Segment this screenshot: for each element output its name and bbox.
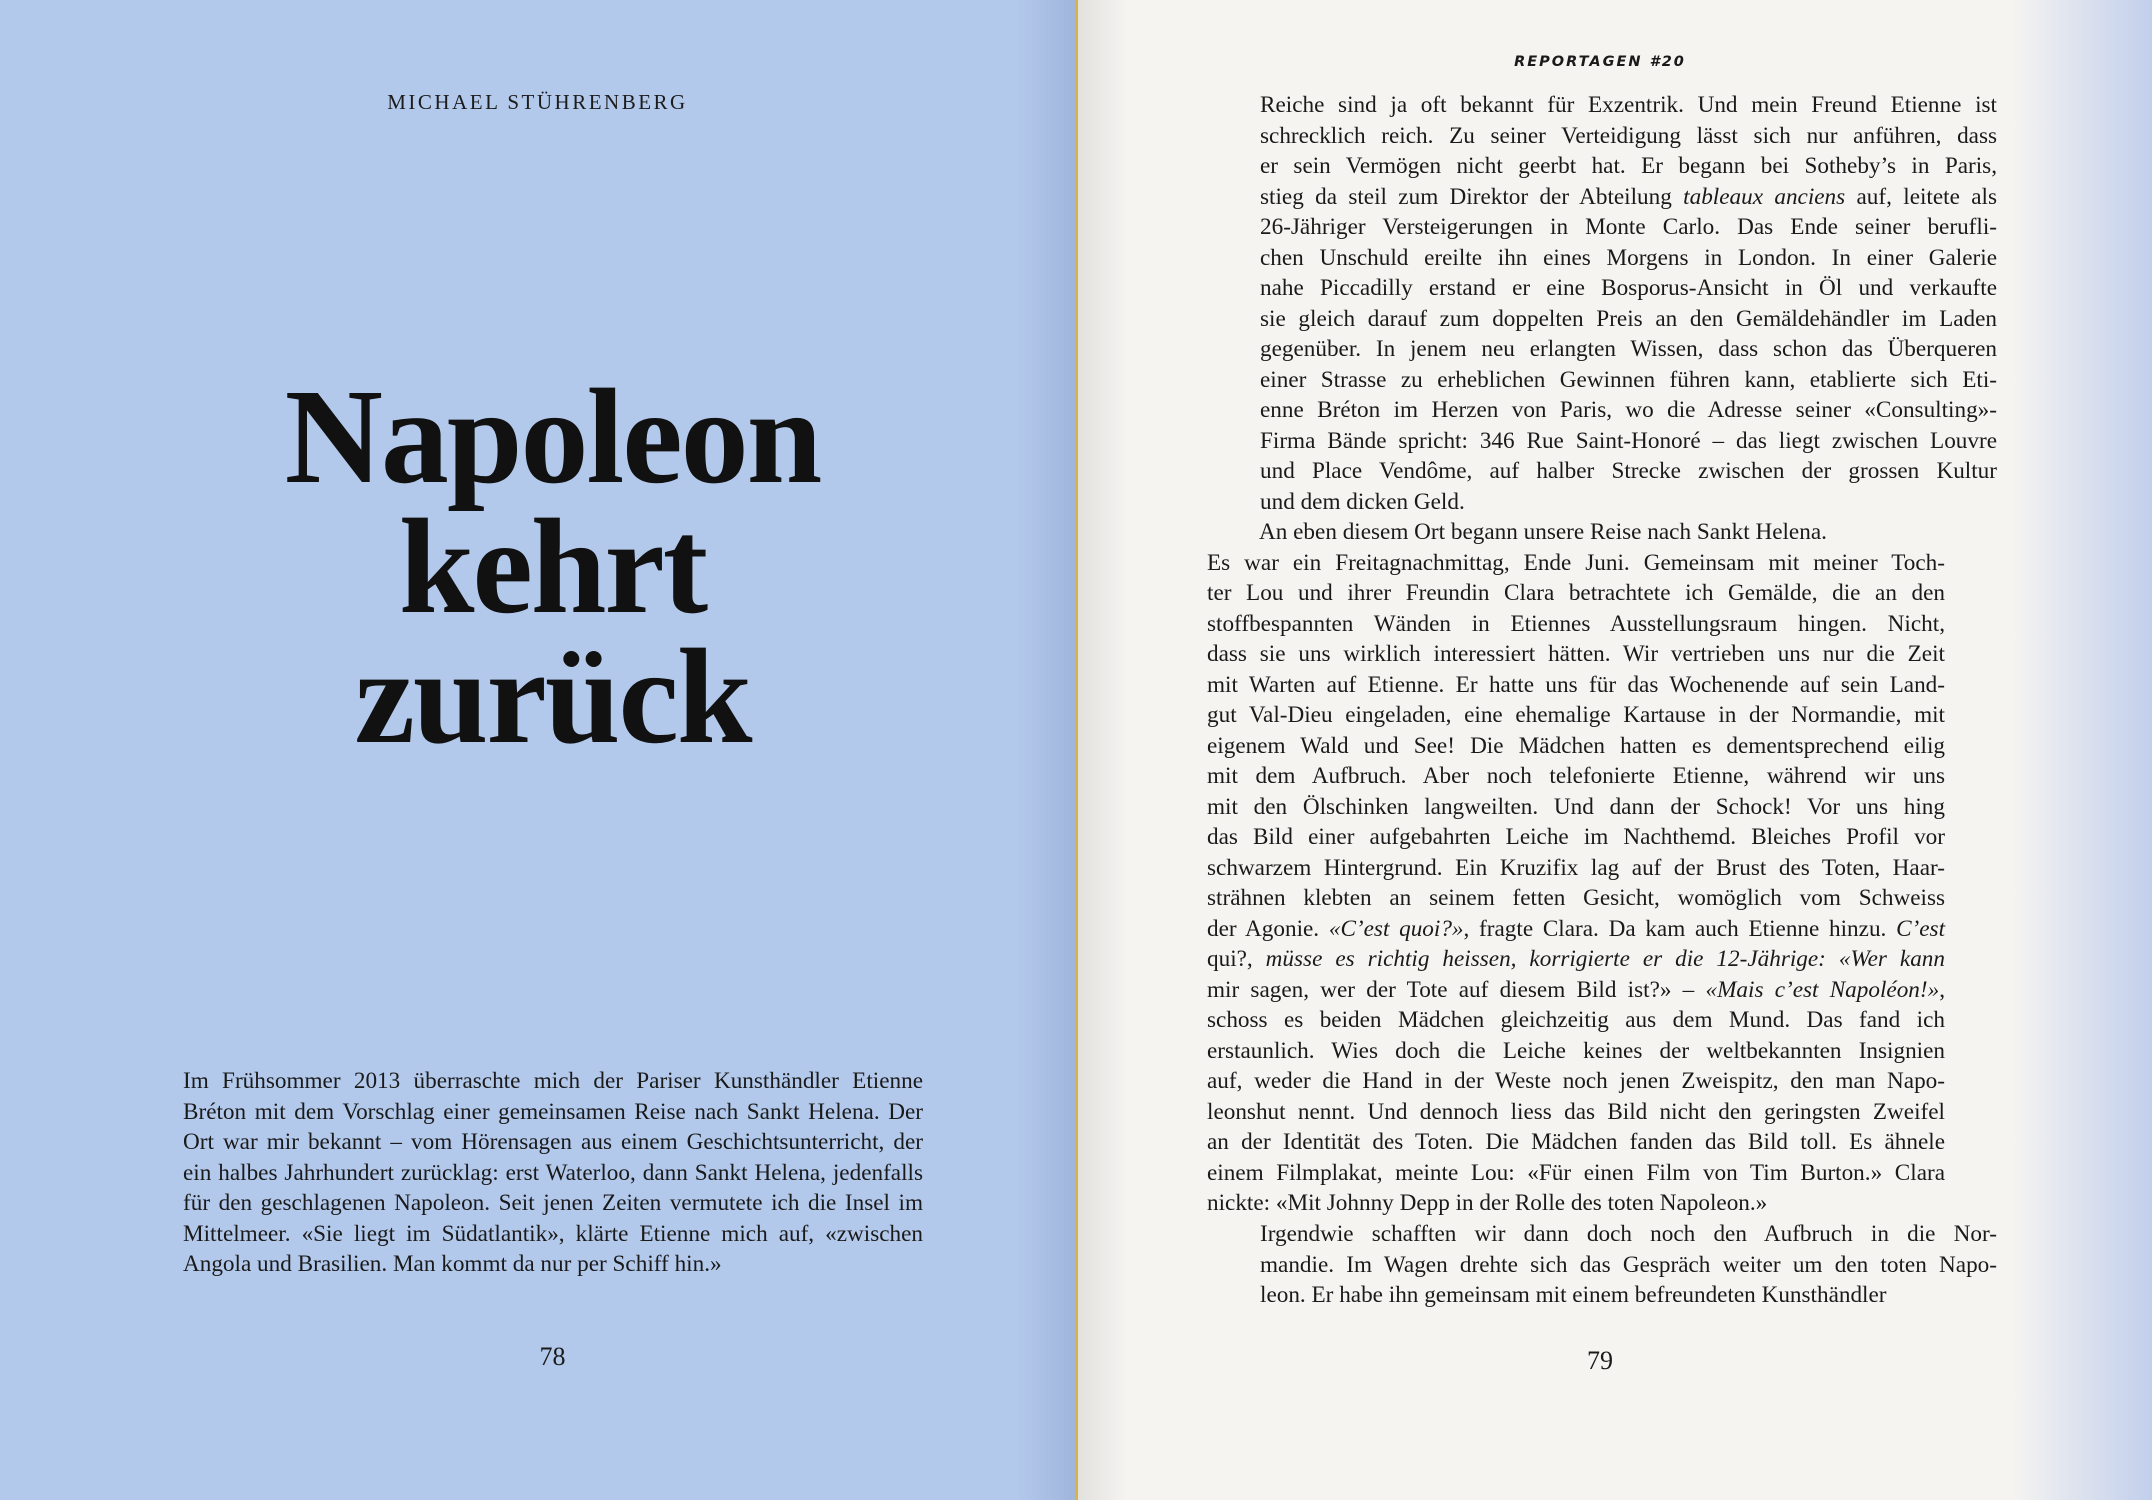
text-segment: der Agonie. <box>1207 915 1329 942</box>
text-line: leonshut nennt. Und dennoch liess das Bild nicht den geringsten Zweifel <box>1207 1098 1945 1125</box>
text-segment: müsse es richtig heissen, korrigierte er die 12-Jährige: «Wer kann <box>1252 946 1945 972</box>
text-line: erstaunlich. Wies doch die Leiche keines der weltbekannten Insignien <box>1207 1037 1945 1064</box>
text-line: mandie. Im Wagen drehte sich das Gespräch weiter um den toten Napo- <box>1260 1251 1997 1278</box>
text-segment: stieg da steil zum Direktor der Abteilung <box>1260 183 1684 210</box>
text-segment: «Mais c’est Napoléon!» <box>1705 976 1940 1003</box>
right-page-edge-tint <box>2012 0 2152 1500</box>
text-line: stoffbespannten Wänden in Etiennes Ausstellungsraum hingen. Nicht, <box>1207 610 1945 637</box>
left-page <box>0 0 1075 1500</box>
page-number-left: 78 <box>539 1342 566 1371</box>
article-title <box>0 362 1075 772</box>
text-line: Firma Bände spricht: 346 Rue Saint-Honoré – das liegt zwischen Louvre <box>1260 427 1997 454</box>
text-line <box>1207 975 1945 1006</box>
running-head: REPORTAGEN #20 <box>1514 54 1686 70</box>
right-page-gutter-shadow <box>1078 0 1128 1500</box>
text-line: 26-Jähriger Versteigerungen in Monte Carlo. Das Ende seiner berufli- <box>1260 214 1997 240</box>
right-page <box>1078 0 2152 1500</box>
text-line: einer Strasse zu erheblichen Gewinnen führen kann, etablierte sich Eti- <box>1260 366 1997 393</box>
text-segment: auf, leitete als <box>1845 183 1997 210</box>
intro-paragraph: Im Frühsommer 2013 überraschte mich der Pariser Kunsthändler Etienne Bréton mit dem Vorschlag einer gemeinsamen Reise nach Sankt Helena. Der Ort war mir bekannt – vom Hörensagen aus einem Geschichtsunterricht, der ein halbes Jahrhundert zurücklag: erst Waterloo, dann Sankt Helena, jedenfalls für den geschlagenen Napoleon. Seit jenen Zeiten vermutete ich die Insel im Mittelmeer. «Sie liegt im Südatlantik», klärte Etienne mich auf, «zwischen Angola und Brasilien. Man kommt da nur per Schiff hin.» <box>183 1068 923 1277</box>
text-segment: , fragte Clara. Da kam auch Etienne hinzu. <box>1463 915 1897 942</box>
text-line: dass sie uns wirklich interessiert hätten. Wir vertrieben uns nur die Zeit <box>1207 641 1945 667</box>
text-line: er sein Vermögen nicht geerbt hat. Er begann bei Sotheby’s in Paris, <box>1260 153 1997 179</box>
text-line: gut Val-Dieu eingeladen, eine ehemalige Kartause in der Normandie, mit <box>1207 702 1945 728</box>
text-line: Es war ein Freitagnachmittag, Ende Juni. Gemeinsam mit meiner Toch- <box>1207 549 1945 576</box>
text-line: mit dem Aufbruch. Aber noch telefonierte Etienne, während wir uns <box>1207 763 1945 789</box>
text-line: mit den Ölschinken langweilten. Und dann der Schock! Vor uns hing <box>1207 793 1945 820</box>
title-line: Napoleon <box>284 362 821 512</box>
author-name: MICHAEL STÜHRENBERG <box>387 90 688 114</box>
text-line: schwarzem Hintergrund. Ein Kruzifix lag auf der Brust des Toten, Haar- <box>1207 854 1945 881</box>
text-line: einem Filmplakat, meinte Lou: «Für einen Film von Tim Burton.» Clara <box>1207 1159 1945 1186</box>
text-line: nickte: «Mit Johnny Depp in der Rolle des toten Napoleon.» <box>1207 1190 1768 1216</box>
text-line: chen Unschuld ereilte ihn eines Morgens in London. In einer Galerie <box>1260 244 1997 271</box>
text-line <box>1207 914 1945 945</box>
text-segment: tableaux anciens <box>1683 183 1846 210</box>
text-segment: , <box>1939 976 1945 1003</box>
text-line <box>1260 182 1997 213</box>
text-line: eigenem Wald und See! Die Mädchen hatten es dementsprechend eilig <box>1207 732 1945 759</box>
text-line <box>1207 944 1945 975</box>
title-line: zurück <box>354 622 751 772</box>
text-segment: «C’est quoi?» <box>1328 915 1464 942</box>
text-line: das Bild einer aufgebahrten Leiche im Nachthemd. Bleiches Profil vor <box>1207 824 1945 850</box>
paragraph-3 <box>1238 1219 1997 1311</box>
text-line: mit Warten auf Etienne. Er hatte uns für das Wochenende auf sein Land- <box>1207 671 1945 698</box>
text-line: sie gleich darauf zum doppelten Preis an den Gemäldehändler im Laden <box>1260 305 1997 332</box>
text-line: An eben diesem Ort begann unsere Reise nach Sankt Helena. <box>1259 519 1827 545</box>
text-line: enne Bréton im Herzen von Paris, wo die Adresse seiner «Consulting»- <box>1260 397 1997 423</box>
text-line: auf, weder die Hand in der Weste noch jenen Zweispitz, den man Napo- <box>1207 1068 1945 1094</box>
text-line: schrecklich reich. Zu seiner Verteidigung lässt sich nur anführen, dass <box>1260 122 1997 149</box>
text-segment: C’est <box>1896 915 1946 942</box>
text-line: und Place Vendôme, auf halber Strecke zwischen der grossen Kultur <box>1260 458 1997 484</box>
paragraph-2 <box>1207 517 1945 1219</box>
text-line: und dem dicken Geld. <box>1260 488 1465 515</box>
text-line: gegenüber. In jenem neu erlangten Wissen, dass schon das Überqueren <box>1260 336 1997 362</box>
paragraph-1 <box>1260 90 1997 517</box>
text-line: an der Identität des Toten. Die Mädchen fanden das Bild toll. Es ähnele <box>1207 1129 1945 1155</box>
text-line: leon. Er habe ihn gemeinsam mit einem befreundeten Kunsthändler <box>1260 1282 1887 1308</box>
text-line: nahe Piccadilly erstand er eine Bosporus-Ansicht in Öl und verkaufte <box>1260 275 1997 301</box>
text-line: ter Lou und ihrer Freundin Clara betrachtete ich Gemälde, die an den <box>1207 580 1945 606</box>
text-line: strähnen klebten an seinem fetten Gesicht, womöglich vom Schweiss <box>1207 885 1945 911</box>
title-line: kehrt <box>398 492 707 642</box>
page-number-right: 79 <box>1587 1346 1613 1375</box>
text-segment: mir sagen, wer der Tote auf diesem Bild ist?» – <box>1207 976 1706 1003</box>
text-segment: qui?, <box>1207 946 1253 972</box>
text-line: Reiche sind ja oft bekannt für Exzentrik. Und mein Freund Etienne ist <box>1260 92 1997 118</box>
text-line: schoss es beiden Mädchen gleichzeitig aus dem Mund. Das fand ich <box>1207 1007 1945 1033</box>
text-line: Irgendwie schafften wir dann doch noch den Aufbruch in die Nor- <box>1260 1221 1997 1247</box>
